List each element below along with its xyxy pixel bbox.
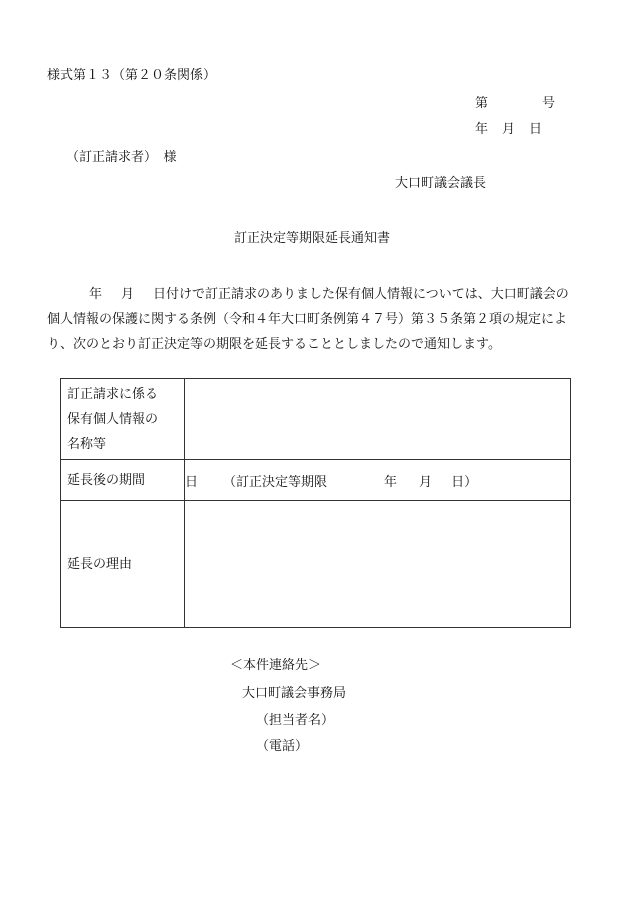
- extension-reason-value[interactable]: [185, 501, 571, 628]
- period-day: 日: [185, 474, 199, 490]
- body-line-3: り、次のとおり訂正決定等の期限を延長することとしましたので通知します。: [47, 337, 501, 352]
- sender: 大口町議会議長: [395, 176, 487, 191]
- number-prefix: 第: [475, 96, 489, 111]
- document-number: [475, 96, 555, 112]
- date-month: 月: [502, 122, 516, 137]
- table-row: [61, 501, 571, 628]
- info-name-label-line: 訂正請求に係る: [67, 386, 159, 402]
- deadline-year: 年: [384, 474, 398, 490]
- body-paragraph: [47, 282, 587, 357]
- number-suffix: 号: [542, 96, 556, 111]
- table-row: [61, 379, 571, 460]
- date-year: 年: [475, 122, 489, 137]
- recipient: （訂正請求者） 様: [66, 150, 177, 165]
- info-name-label-line: 保有個人情報の: [67, 411, 159, 427]
- form-label: 様式第１３（第２０条関係）: [47, 68, 217, 83]
- document-date: [475, 122, 542, 138]
- info-name-label: [61, 379, 185, 460]
- info-name-label-line: 名称等: [67, 436, 107, 452]
- body-year: 年: [89, 287, 103, 302]
- extension-period-label: 延長後の期間: [61, 460, 185, 501]
- extension-reason-label: 延長の理由: [61, 501, 185, 628]
- deadline-month: 月: [419, 474, 433, 490]
- contact-office: 大口町議会事務局: [242, 686, 347, 701]
- body-month: 月: [121, 287, 135, 302]
- contact-phone: （電話）: [256, 739, 309, 754]
- table-row: [61, 460, 571, 501]
- contact-person: （担当者名）: [256, 713, 335, 728]
- body-line-2: 個人情報の保護に関する条例（令和４年大口町条例第４７号）第３５条第２項の規定によ: [47, 312, 568, 327]
- body-line1-rest: 日付けで訂正請求のありました保有個人情報については、大口町議会の: [153, 287, 569, 302]
- extension-period-value[interactable]: [185, 460, 571, 501]
- body-line-1: [47, 282, 587, 307]
- deadline-open: （訂正決定等期限: [223, 474, 328, 490]
- date-day: 日: [529, 122, 543, 137]
- document-title: 訂正決定等期限延長通知書: [234, 231, 391, 246]
- info-name-value[interactable]: [185, 379, 571, 460]
- contact-title: ＜本件連絡先＞: [230, 658, 322, 673]
- deadline-day: 日）: [451, 474, 478, 490]
- details-table: [60, 378, 571, 628]
